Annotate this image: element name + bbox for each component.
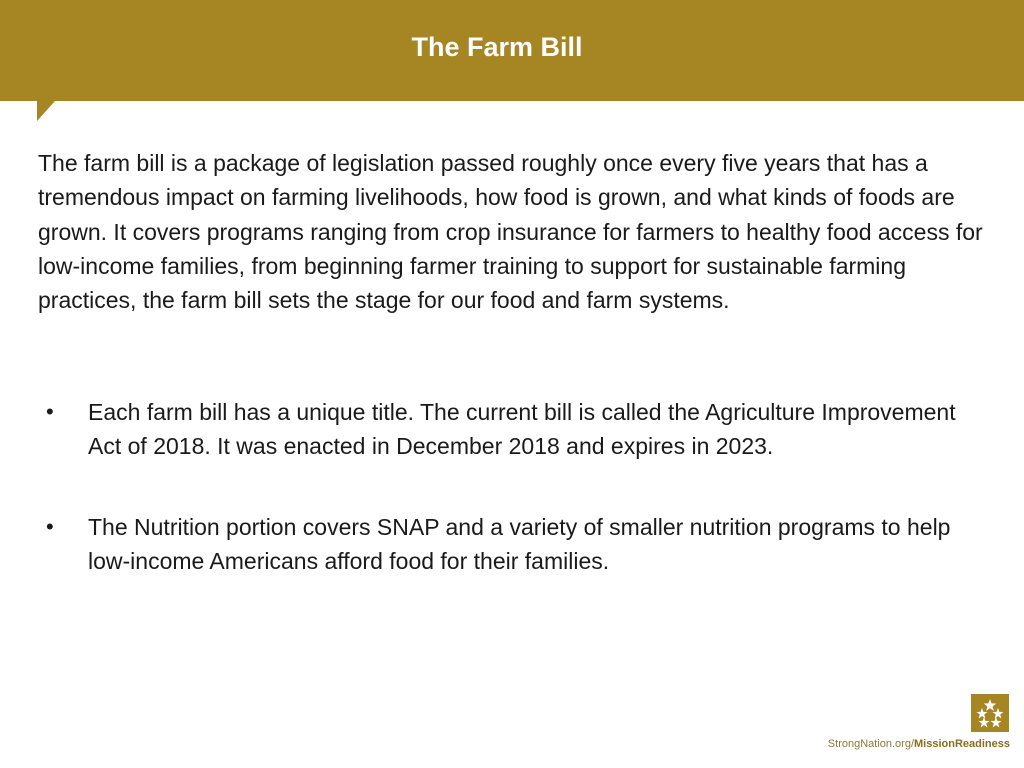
bullet-list xyxy=(0,395,1024,624)
bullet-text: Each farm bill has a unique title. The current bill is called the Agriculture Improvement Act of 2018. It was enacted in December 2018 and expires in 2023. xyxy=(88,399,956,460)
bullet-marker: • xyxy=(46,513,54,539)
header-notch xyxy=(37,101,55,121)
header-band xyxy=(0,0,1024,101)
footer-url[interactable] xyxy=(828,737,1010,751)
stars-graphic xyxy=(971,694,1009,732)
footer-url-suffix: MissionReadiness xyxy=(914,738,1010,750)
bullet-text: The Nutrition portion covers SNAP and a variety of smaller nutrition programs to help low-income Americans afford food for their families. xyxy=(88,513,951,574)
five-stars-icon xyxy=(971,694,1009,732)
bullet-item xyxy=(0,395,1024,464)
footer-url-prefix: StrongNation.org/ xyxy=(827,738,915,750)
slide-title: The Farm Bill xyxy=(411,32,583,62)
bullet-marker: • xyxy=(46,399,54,424)
intro-paragraph: The farm bill is a package of legislation passed roughly once every five years that has a tremendous impact on farming livelihoods, how food is grown, and what kinds of foods are grown. It covers programs ranging from crop insurance for farmers to healthy food access for low-income families, from beginning farmer training to support for sustainable farming practices, the farm bill sets the stage for our food and farm systems. xyxy=(38,150,983,314)
bullet-item xyxy=(0,510,1024,579)
